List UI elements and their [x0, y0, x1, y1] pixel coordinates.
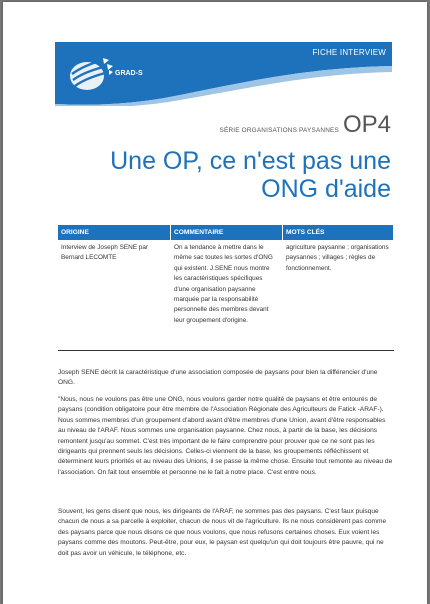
- header-commentaire: COMMENTAIRE: [171, 225, 283, 240]
- series-row: [220, 111, 391, 139]
- cell-origine: Interview de Joseph SENE par Bernard LECOMTE: [61, 244, 149, 262]
- document-page: [3, 2, 427, 604]
- cell-commentaire: On a tendance à mettre dans le même sac toutes les sortes d'ONG qui existent. J.SENE nous montre les caractéristiques spécifiques d'une organisation paysanne marquée par la responsabilité personnelle des membres devant leur groupement d'origine.: [174, 244, 273, 324]
- quote-paragraph-2: Souvent, les gens disent que nous, les dirigeants de l'ARAF, ne sommes pas des paysans. C'est faux puisque chacun de nous a sa parcelle à exploiter, chacun de nous vit de l'agriculture. Ils ne nous considèrent pas comme des paysans parce que nous disons ce que nous voulons, que nous refusons certaines choses. Eux voient les paysans comme des moutons. Peut-être, pour eux, le paysan est quelqu'un qui doit toujours être pauvre, qui ne doit pas avoir un véhicule, le téléphone, etc.: [58, 508, 387, 557]
- intro-paragraph: Joseph SENE décrit la caractéristique d'une association composée de paysans pour bien la différencier d'une ONG.: [58, 369, 378, 387]
- logo-icon: [69, 56, 113, 92]
- info-table-row: [58, 240, 394, 351]
- brand-name: GRAD-S: [115, 70, 143, 77]
- header-mots-cles: MOTS CLÉS: [283, 225, 394, 240]
- series-code: OP4: [342, 111, 391, 138]
- header-label: FICHE INTERVIEW: [312, 48, 386, 57]
- info-table: [58, 225, 394, 351]
- header-origine: ORIGINE: [58, 225, 171, 240]
- document-title: Une OP, ce n'est pas une ONG d'aide: [110, 147, 391, 203]
- series-label: SÉRIE ORGANISATIONS PAYSANNES: [219, 127, 339, 134]
- cell-mots-cles: agriculture paysanne ; organisations paysannes ; villages ; règles de fonctionnement.: [286, 244, 389, 272]
- quote-paragraph-1: "Nous, nous ne voulons pas être une ONG, nous voulons garder notre qualité de paysans et être entourés de paysans (condition obligatoire pour être membre de l'Association Régionale des Agriculteurs de Fatick -ARAF-). Nous sommes membres d'un groupement d'abord avant d'être membres d'une Union, avant d'être responsables au niveau de l'ARAF. Nous sommes une organisation paysanne. Chez nous, à partir de la base, les décisions remontent jusqu'au sommet. C'est très important de le faire comprendre pour prouver que ce ne sont pas les dirigeants qui prennent seuls les décisions. Celles-ci viennent de la base, les groupements réfléchissent et déterminent leurs priorités et au niveau des Unions, il se passe la même chose. Ensuite tout remonte au niveau de l'association. On fait tout ensemble et personne ne le fait à notre place. C'est entre nous.: [58, 396, 393, 476]
- header-banner: [55, 42, 392, 106]
- info-table-header: [58, 225, 394, 240]
